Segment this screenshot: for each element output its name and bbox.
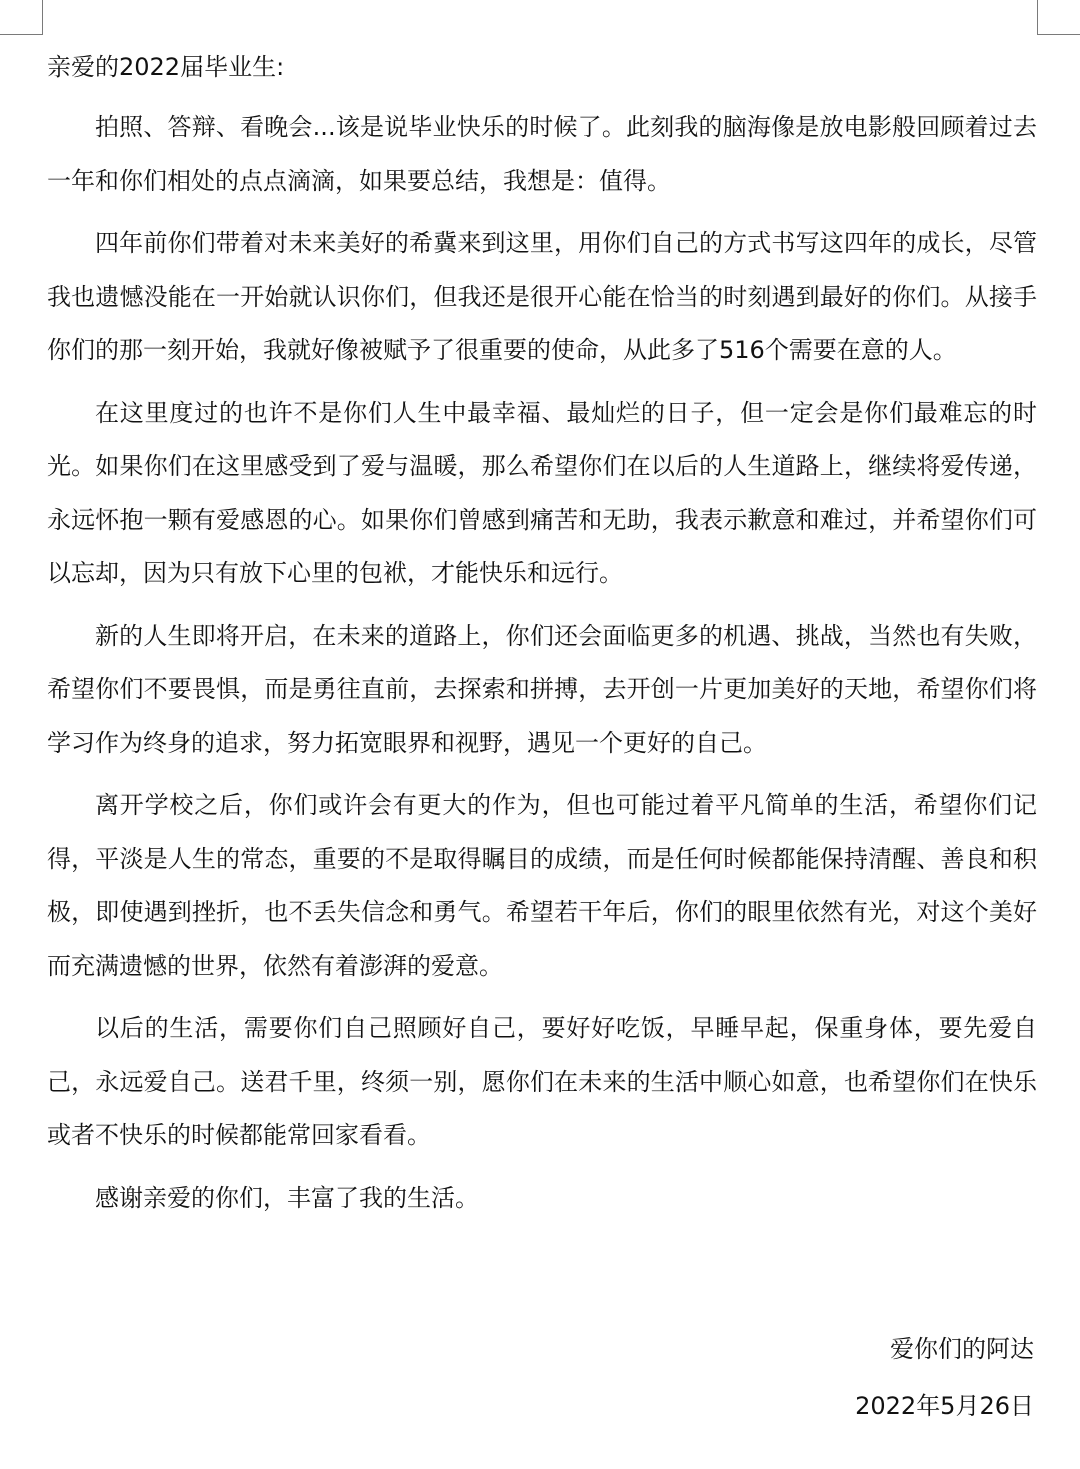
signature: 爱你们的阿达: [890, 1335, 1034, 1363]
page-corner-mark-top-right: [1037, 0, 1080, 35]
page-corner-mark-top-left: [0, 0, 43, 35]
paragraph-3: 在这里度过的也许不是你们人生中最幸福、最灿烂的日子，但一定会是你们最难忘的时光。如果你们在这里感受到了爱与温暖，那么希望你们在以后的人生道路上，继续将爱传递，永远怀抱一颗有爱感恩的心。如果你们曾感到痛苦和无助，我表示歉意和难过，并希望你们可以忘却，因为只有放下心里的包袱，才能快乐和远行。: [47, 398, 1037, 587]
salutation: 亲爱的2022届毕业生:: [47, 53, 285, 81]
paragraph-1: 拍照、答辩、看晚会...该是说毕业快乐的时候了。此刻我的脑海像是放电影般回顾着过去一年和你们相处的点点滴滴，如果要总结，我想是：值得。: [47, 113, 1037, 195]
letter-body: [47, 47, 1037, 1234]
paragraph-7: 感谢亲爱的你们，丰富了我的生活。: [95, 1183, 479, 1212]
paragraph-2: 四年前你们带着对未来美好的希冀来到这里，用你们自己的方式书写这四年的成长，尽管我也遗憾没能在一开始就认识你们，但我还是很开心能在恰当的时刻遇到最好的你们。从接手你们的那一刻开始，我就好像被赋予了很重要的使命，从此多了516个需要在意的人。: [47, 229, 1037, 364]
paragraph-6: 以后的生活，需要你们自己照顾好自己，要好好吃饭，早睡早起，保重身体，要先爱自己，永远爱自己。送君千里，终须一别，愿你们在未来的生活中顺心如意，也希望你们在快乐或者不快乐的时候都能常回家看看。: [47, 1014, 1037, 1149]
letter-date: 2022年5月26日: [855, 1392, 1034, 1420]
paragraph-5: 离开学校之后，你们或许会有更大的作为，但也可能过着平凡简单的生活，希望你们记得，平淡是人生的常态，重要的不是取得瞩目的成绩，而是任何时候都能保持清醒、善良和积极，即使遇到挫折，也不丢失信念和勇气。希望若干年后，你们的眼里依然有光，对这个美好而充满遗憾的世界，依然有着澎湃的爱意。: [47, 791, 1037, 980]
paragraph-4: 新的人生即将开启，在未来的道路上，你们还会面临更多的机遇、挑战，当然也有失败，希望你们不要畏惧，而是勇往直前，去探索和拼搏，去开创一片更加美好的天地，希望你们将学习作为终身的追求，努力拓宽眼界和视野，遇见一个更好的自己。: [47, 621, 1037, 757]
